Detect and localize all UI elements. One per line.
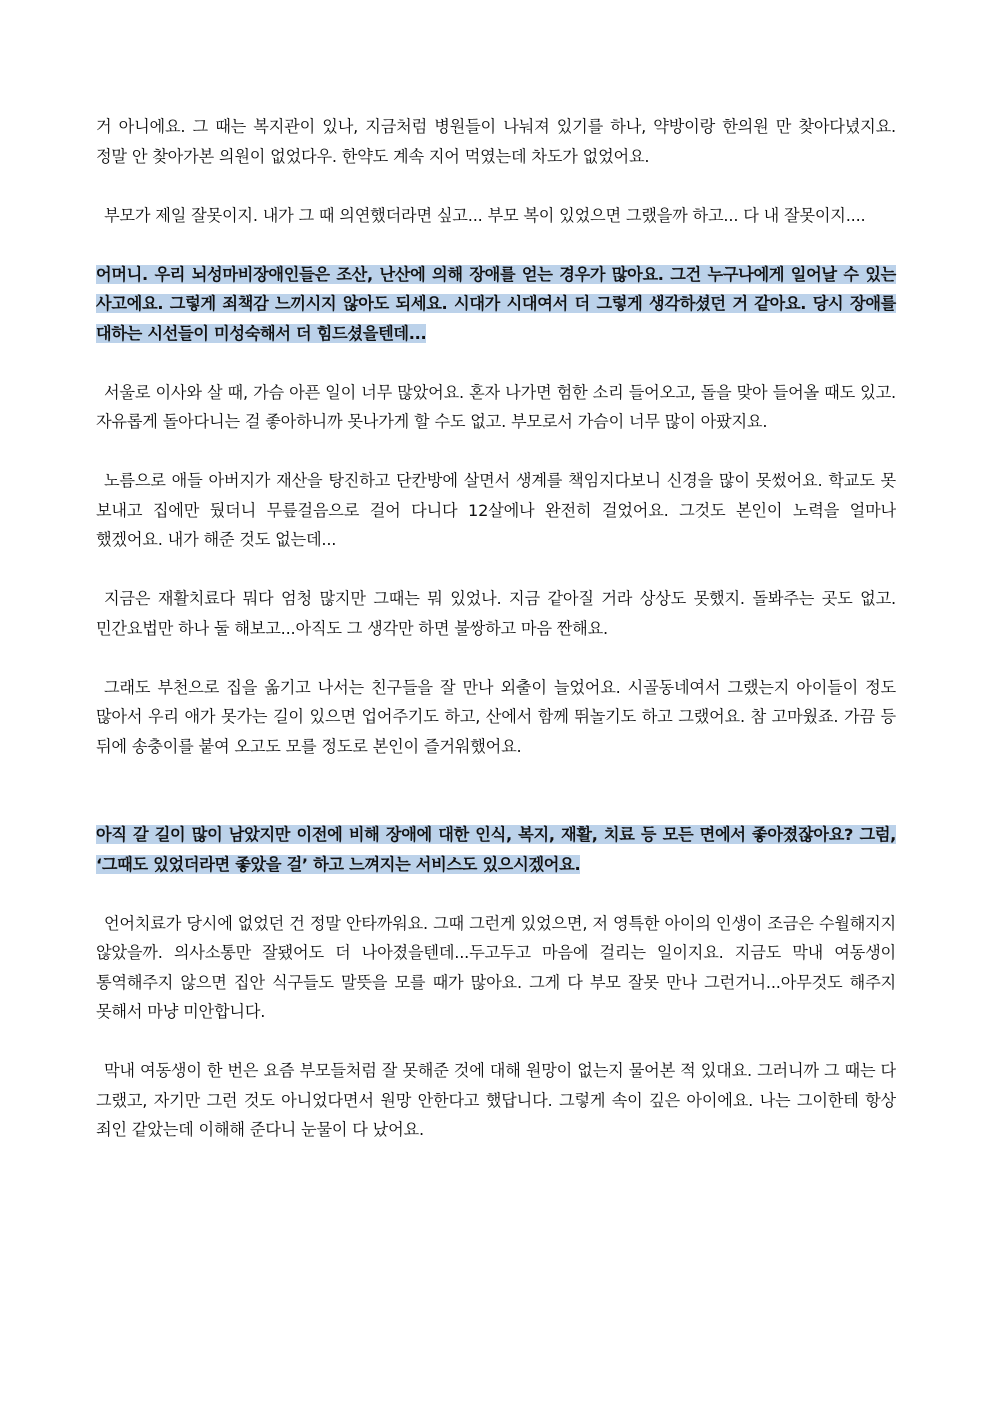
answer-paragraph-4: 노름으로 애들 아버지가 재산을 탕진하고 단칸방에 살면서 생계를 책임지다보니 신경을 많이 못썼어요. 학교도 못 보내고 집에만 뒀더니 무릎걸음으로 걸어 다니다 12살에나 완전히 걸었어요. 그것도 본인이 노력을 얼마나 했겠어요. 내가 해준 것도 없는데... xyxy=(96,471,896,549)
answer-paragraph-3: 서울로 이사와 살 때, 가슴 아픈 일이 너무 많았어요. 혼자 나가면 험한 소리 들어오고, 돌을 맞아 들어올 때도 있고. 자유롭게 돌아다니는 걸 좋아하니까 못나가게 할 수도 없고. 부모로서 가슴이 너무 많이 아팠지요. xyxy=(96,382,896,431)
document-page xyxy=(96,112,896,1174)
highlighted-question-text: 아직 갈 길이 많이 남았지만 이전에 비해 장애에 대한 인식, 복지, 재활, 치료 등 모든 면에서 좋아졌잖아요? 그럼, ‘그때도 있었더라면 좋았을 걸’ 하고 느껴지는 서비스도 있으시겠어요. xyxy=(96,825,896,874)
answer-paragraph-5: 지금은 재활치료다 뭐다 엄청 많지만 그때는 뭐 있었나. 지금 같아질 거라 상상도 못했지. 돌봐주는 곳도 없고. 민간요법만 하나 둘 해보고...아직도 그 생각만 하면 불쌍하고 마음 짠해요. xyxy=(96,589,896,638)
interviewer-question-2 xyxy=(96,820,896,879)
blank-line xyxy=(96,791,896,821)
answer-paragraph-7: 언어치료가 당시에 없었던 건 정말 안타까워요. 그때 그런게 있었으면, 저 영특한 아이의 인생이 조금은 수월해지지 않았을까. 의사소통만 잘됐어도 더 나아졌을텐데...두고두고 마음에 걸리는 일이지요. 지금도 막내 여동생이 통역해주지 않으면 집안 식구들도 말뜻을 모를 때가 많아요. 그게 다 부모 잘못 만나 그런거니...아무것도 해주지 못해서 마냥 미안합니다. xyxy=(96,913,896,1021)
answer-paragraph-2: 부모가 제일 잘못이지. 내가 그 때 의연했더라면 싶고... 부모 복이 있었으면 그랬을까 하고... 다 내 잘못이지.... xyxy=(104,205,866,225)
answer-paragraph-1: 거 아니에요. 그 때는 복지관이 있나, 지금처럼 병원들이 나눠져 있기를 하나, 약방이랑 한의원 만 찾아다녔지요. 정말 안 찾아가본 의원이 없었다우. 한약도 계속 지어 먹였는데 차도가 없었어요. xyxy=(96,117,896,166)
interviewer-question-1 xyxy=(96,260,896,349)
answer-paragraph-6: 그래도 부천으로 집을 옮기고 나서는 친구들을 잘 만나 외출이 늘었어요. 시골동네여서 그랬는지 아이들이 정도 많아서 우리 애가 못가는 길이 있으면 업어주기도 하고, 산에서 함께 뛰놀기도 하고 그랬어요. 참 고마웠죠. 가끔 등 뒤에 송충이를 붙여 오고도 모를 정도로 본인이 즐거워했어요. xyxy=(96,677,896,756)
highlighted-question-text: 어머니. 우리 뇌성마비장애인들은 조산, 난산에 의해 장애를 얻는 경우가 많아요. 그건 누구나에게 일어날 수 있는 사고에요. 그렇게 죄책감 느끼시지 않아도 되세요. 시대가 시대여서 더 그렇게 생각하셨던 거 같아요. 당시 장애를 대하는 시선들이 미성숙해서 더 힘드셨을텐데... xyxy=(96,264,896,343)
answer-paragraph-8: 막내 여동생이 한 번은 요즘 부모들처럼 잘 못해준 것에 대해 원망이 없는지 물어본 적 있대요. 그러니까 그 때는 다 그랬고, 자기만 그런 것도 아니었다면서 원망 안한다고 했답니다. 그렇게 속이 깊은 아이에요. 나는 그이한테 항상 죄인 같았는데 이해해 준다니 눈물이 다 났어요. xyxy=(96,1061,896,1139)
